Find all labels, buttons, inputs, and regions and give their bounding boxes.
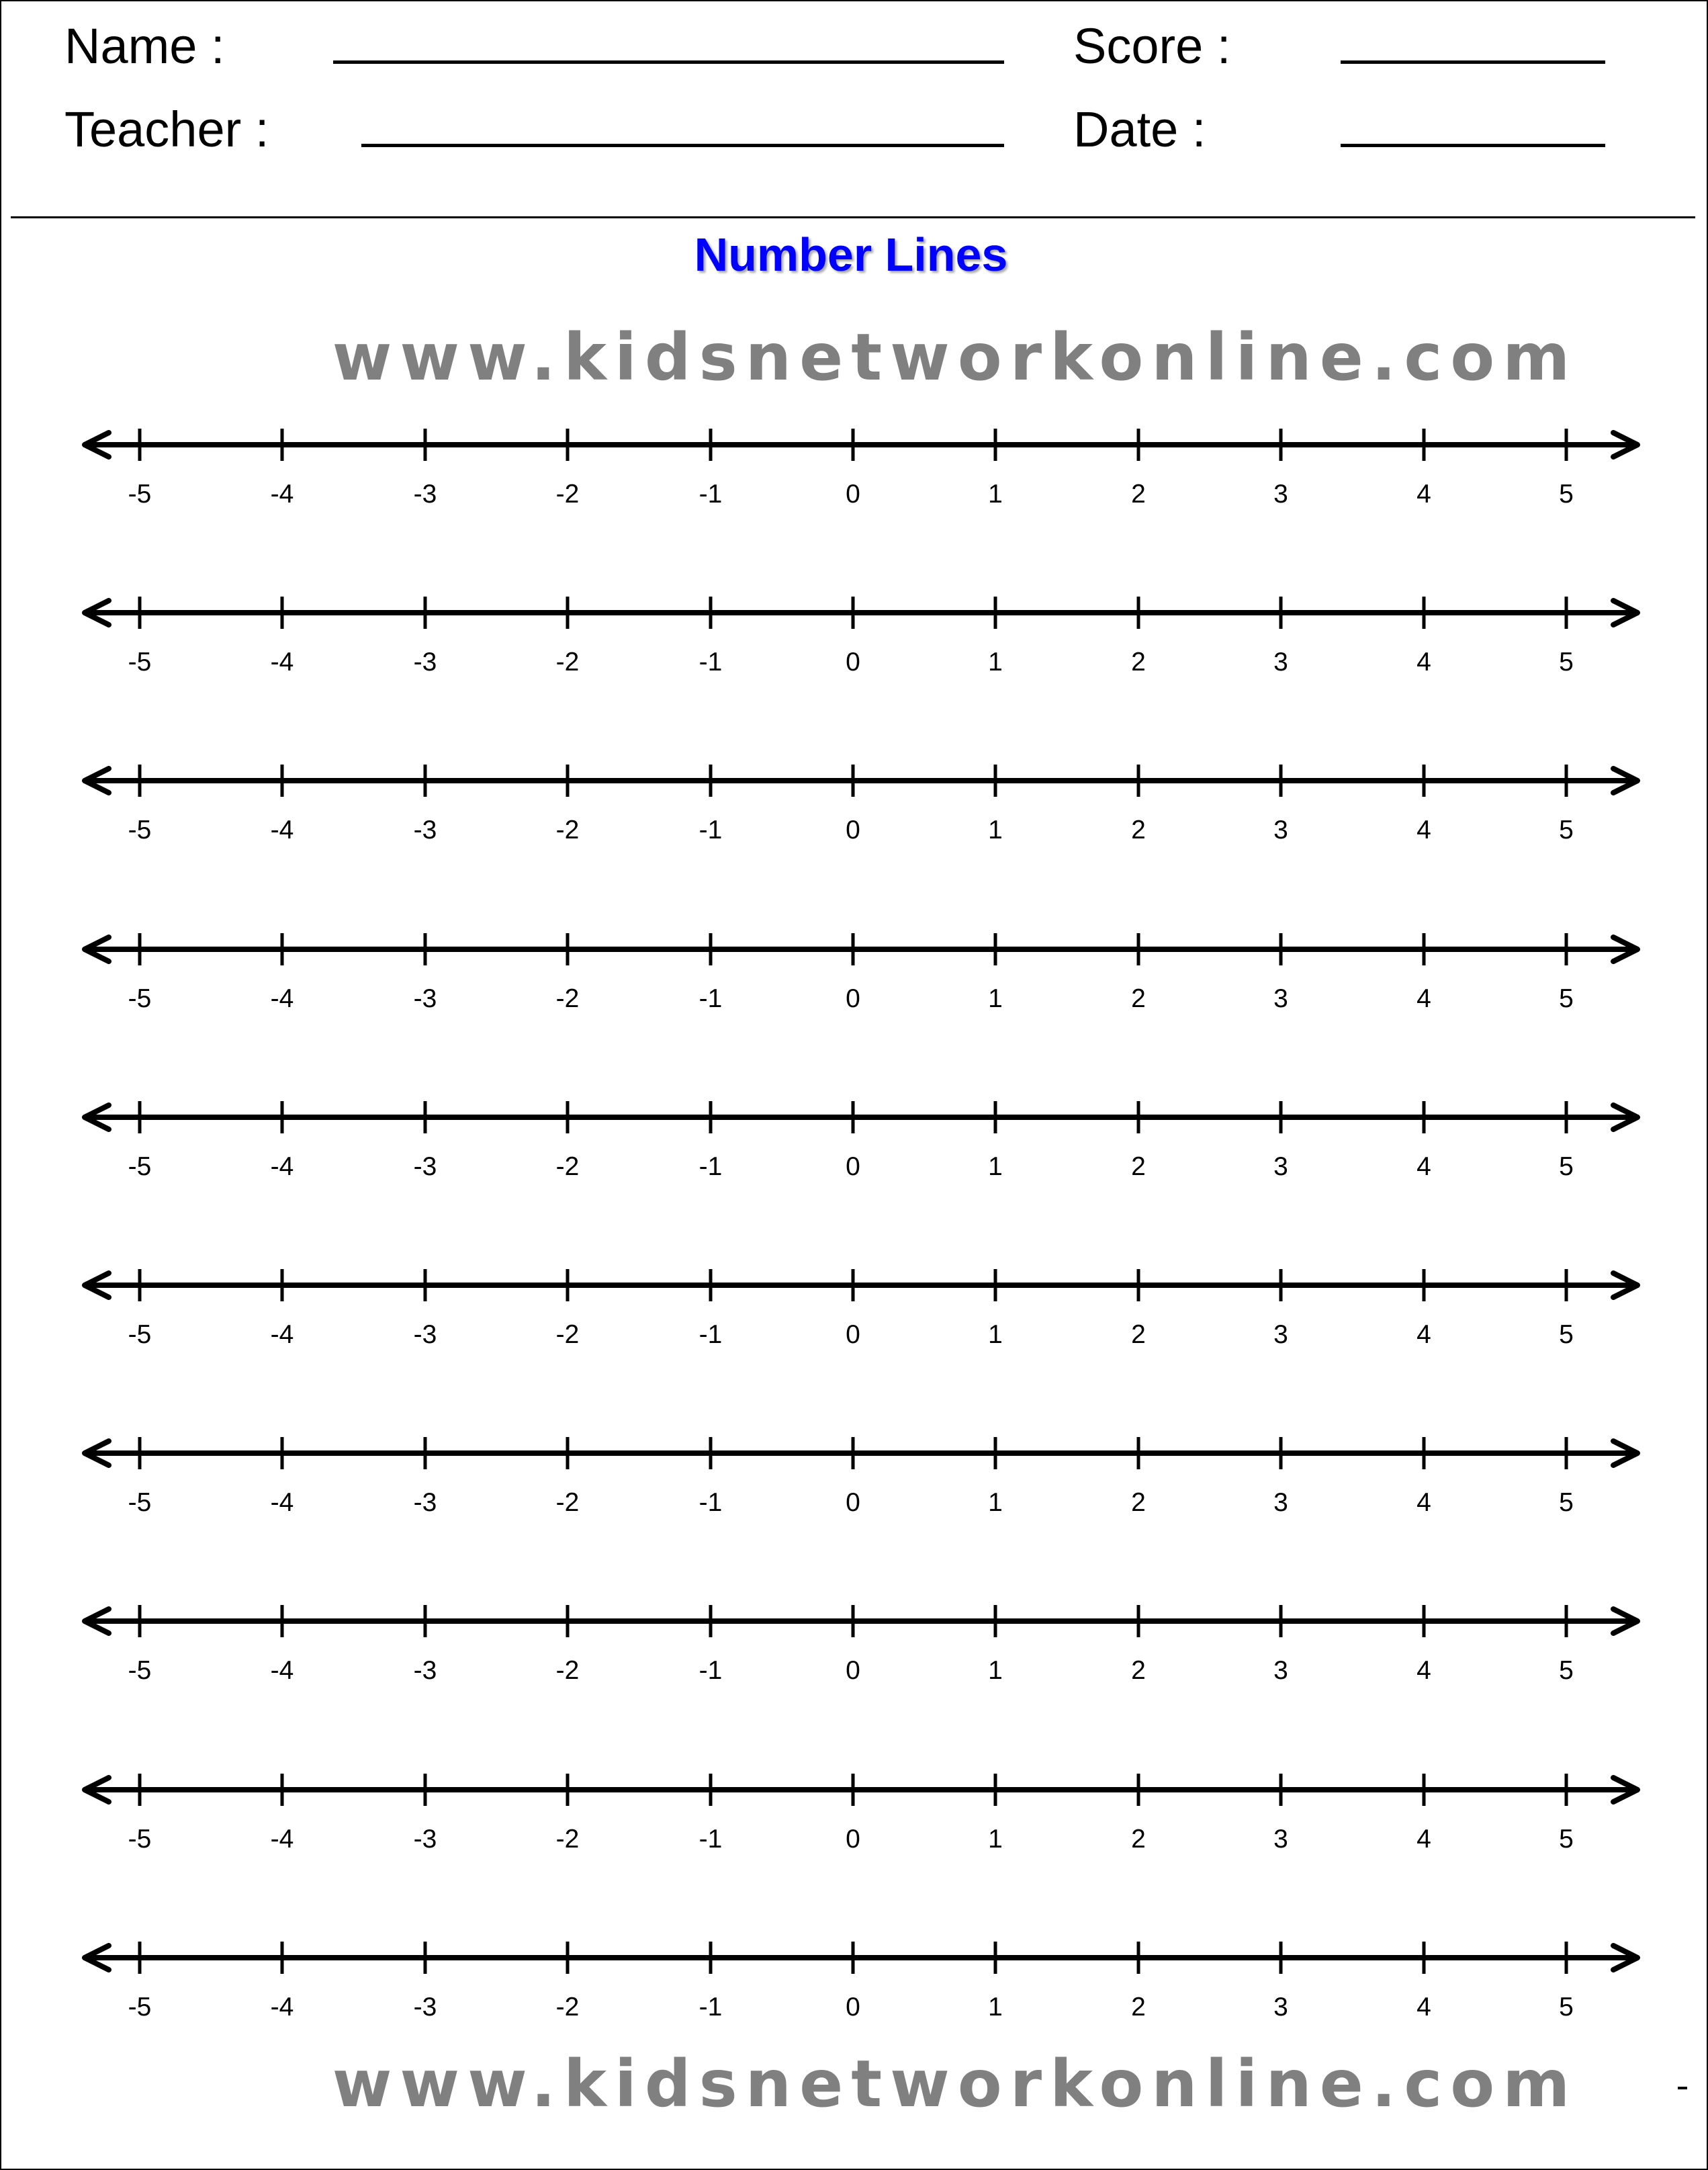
- tick-label: 2: [1131, 1488, 1146, 1517]
- number-line-10: [85, 1942, 1637, 2022]
- tick-label: 4: [1417, 1656, 1431, 1685]
- tick-label: -2: [555, 480, 580, 509]
- tick-label: 0: [846, 1320, 860, 1349]
- tick-label: 3: [1273, 816, 1288, 844]
- number-line-6: [85, 1269, 1637, 1349]
- tick-label: 0: [846, 1152, 860, 1181]
- tick-label: 5: [1559, 1488, 1574, 1517]
- tick-label: 5: [1559, 816, 1574, 844]
- tick-label: -3: [413, 1488, 437, 1517]
- tick-label: 1: [988, 480, 1003, 509]
- tick-label: 3: [1273, 1656, 1288, 1685]
- tick-label: -1: [699, 816, 723, 844]
- tick-label: 4: [1417, 816, 1431, 844]
- tick-label: 0: [846, 1993, 860, 2022]
- tick-label: 5: [1559, 1993, 1574, 2022]
- tick-label: -2: [555, 1825, 580, 1854]
- number-line-5: [85, 1101, 1637, 1181]
- tick-label: -4: [270, 1320, 294, 1349]
- teacher-label: Teacher :: [64, 101, 269, 157]
- tick-label: 3: [1273, 1825, 1288, 1854]
- tick-label: 0: [846, 984, 860, 1013]
- name-label: Name :: [64, 18, 225, 74]
- tick-label: -5: [128, 1152, 152, 1181]
- watermark-top: www.kidsnetworkonline.com: [332, 320, 1578, 395]
- tick-label: -4: [270, 1825, 294, 1854]
- tick-label: -1: [699, 648, 723, 677]
- number-line-4: [85, 933, 1637, 1013]
- tick-label: -3: [413, 480, 437, 509]
- tick-label: -4: [270, 1488, 294, 1517]
- tick-label: 1: [988, 816, 1003, 844]
- tick-label: 5: [1559, 1656, 1574, 1685]
- tick-label: -1: [699, 1488, 723, 1517]
- tick-label: -5: [128, 1825, 152, 1854]
- watermark-bottom: www.kidsnetworkonline.com: [332, 2046, 1578, 2122]
- tick-label: -2: [555, 1488, 580, 1517]
- number-line-1: [85, 429, 1637, 509]
- tick-label: 0: [846, 1656, 860, 1685]
- corner-mark: [1678, 2087, 1687, 2089]
- tick-label: 2: [1131, 1825, 1146, 1854]
- tick-label: 2: [1131, 816, 1146, 844]
- tick-label: -1: [699, 1825, 723, 1854]
- tick-label: 1: [988, 1488, 1003, 1517]
- tick-label: 4: [1417, 648, 1431, 677]
- tick-label: -5: [128, 1488, 152, 1517]
- tick-label: 3: [1273, 1488, 1288, 1517]
- tick-label: -4: [270, 480, 294, 509]
- number-line-3: [85, 765, 1637, 844]
- tick-label: -1: [699, 984, 723, 1013]
- tick-label: -5: [128, 984, 152, 1013]
- tick-label: 3: [1273, 984, 1288, 1013]
- tick-label: -3: [413, 1152, 437, 1181]
- tick-label: 0: [846, 1488, 860, 1517]
- tick-label: -5: [128, 480, 152, 509]
- tick-label: 2: [1131, 648, 1146, 677]
- tick-label: -1: [699, 1152, 723, 1181]
- tick-label: 4: [1417, 1152, 1431, 1181]
- tick-label: -4: [270, 816, 294, 844]
- tick-label: 2: [1131, 1320, 1146, 1349]
- tick-label: -1: [699, 1320, 723, 1349]
- tick-label: 1: [988, 984, 1003, 1013]
- tick-label: 0: [846, 816, 860, 844]
- number-line-9: [85, 1774, 1637, 1854]
- number-lines: [1, 1, 1707, 2169]
- tick-label: 2: [1131, 1152, 1146, 1181]
- tick-label: 2: [1131, 480, 1146, 509]
- tick-label: -3: [413, 1320, 437, 1349]
- tick-label: -1: [699, 480, 723, 509]
- tick-label: 2: [1131, 984, 1146, 1013]
- tick-label: 4: [1417, 1993, 1431, 2022]
- tick-label: -5: [128, 1320, 152, 1349]
- tick-label: 1: [988, 1152, 1003, 1181]
- tick-label: -5: [128, 1656, 152, 1685]
- number-line-8: [85, 1605, 1637, 1685]
- tick-label: 0: [846, 648, 860, 677]
- tick-label: -3: [413, 1656, 437, 1685]
- tick-label: 4: [1417, 480, 1431, 509]
- tick-label: -2: [555, 1656, 580, 1685]
- tick-label: 1: [988, 1656, 1003, 1685]
- tick-label: 3: [1273, 480, 1288, 509]
- number-line-7: [85, 1437, 1637, 1517]
- tick-label: 5: [1559, 984, 1574, 1013]
- tick-label: -4: [270, 1656, 294, 1685]
- tick-label: 5: [1559, 648, 1574, 677]
- tick-label: -2: [555, 1320, 580, 1349]
- tick-label: 3: [1273, 1993, 1288, 2022]
- tick-label: -3: [413, 1993, 437, 2022]
- tick-label: 1: [988, 1993, 1003, 2022]
- tick-label: -3: [413, 648, 437, 677]
- tick-label: -4: [270, 1152, 294, 1181]
- tick-label: 1: [988, 1825, 1003, 1854]
- tick-label: -3: [413, 816, 437, 844]
- tick-label: -2: [555, 816, 580, 844]
- tick-label: -1: [699, 1993, 723, 2022]
- tick-label: 4: [1417, 1825, 1431, 1854]
- tick-label: -2: [555, 984, 580, 1013]
- tick-label: 3: [1273, 648, 1288, 677]
- tick-label: 2: [1131, 1993, 1146, 2022]
- tick-label: 4: [1417, 984, 1431, 1013]
- tick-label: -5: [128, 816, 152, 844]
- page-title: Number Lines: [694, 228, 1008, 281]
- tick-label: 0: [846, 1825, 860, 1854]
- tick-label: -1: [699, 1656, 723, 1685]
- tick-label: -4: [270, 1993, 294, 2022]
- tick-label: -3: [413, 1825, 437, 1854]
- number-line-2: [85, 597, 1637, 677]
- tick-label: 5: [1559, 1825, 1574, 1854]
- tick-label: 1: [988, 1320, 1003, 1349]
- tick-label: 0: [846, 480, 860, 509]
- tick-label: 1: [988, 648, 1003, 677]
- tick-label: -4: [270, 648, 294, 677]
- tick-label: 3: [1273, 1320, 1288, 1349]
- score-label: Score :: [1073, 18, 1231, 74]
- tick-label: -2: [555, 1152, 580, 1181]
- tick-label: 2: [1131, 1656, 1146, 1685]
- tick-label: 5: [1559, 1152, 1574, 1181]
- tick-label: -5: [128, 648, 152, 677]
- tick-label: 3: [1273, 1152, 1288, 1181]
- tick-label: 5: [1559, 480, 1574, 509]
- tick-label: 4: [1417, 1488, 1431, 1517]
- tick-label: -5: [128, 1993, 152, 2022]
- tick-label: 5: [1559, 1320, 1574, 1349]
- tick-label: -2: [555, 648, 580, 677]
- tick-label: -2: [555, 1993, 580, 2022]
- tick-label: 4: [1417, 1320, 1431, 1349]
- date-label: Date :: [1073, 101, 1206, 157]
- tick-label: -3: [413, 984, 437, 1013]
- tick-label: -4: [270, 984, 294, 1013]
